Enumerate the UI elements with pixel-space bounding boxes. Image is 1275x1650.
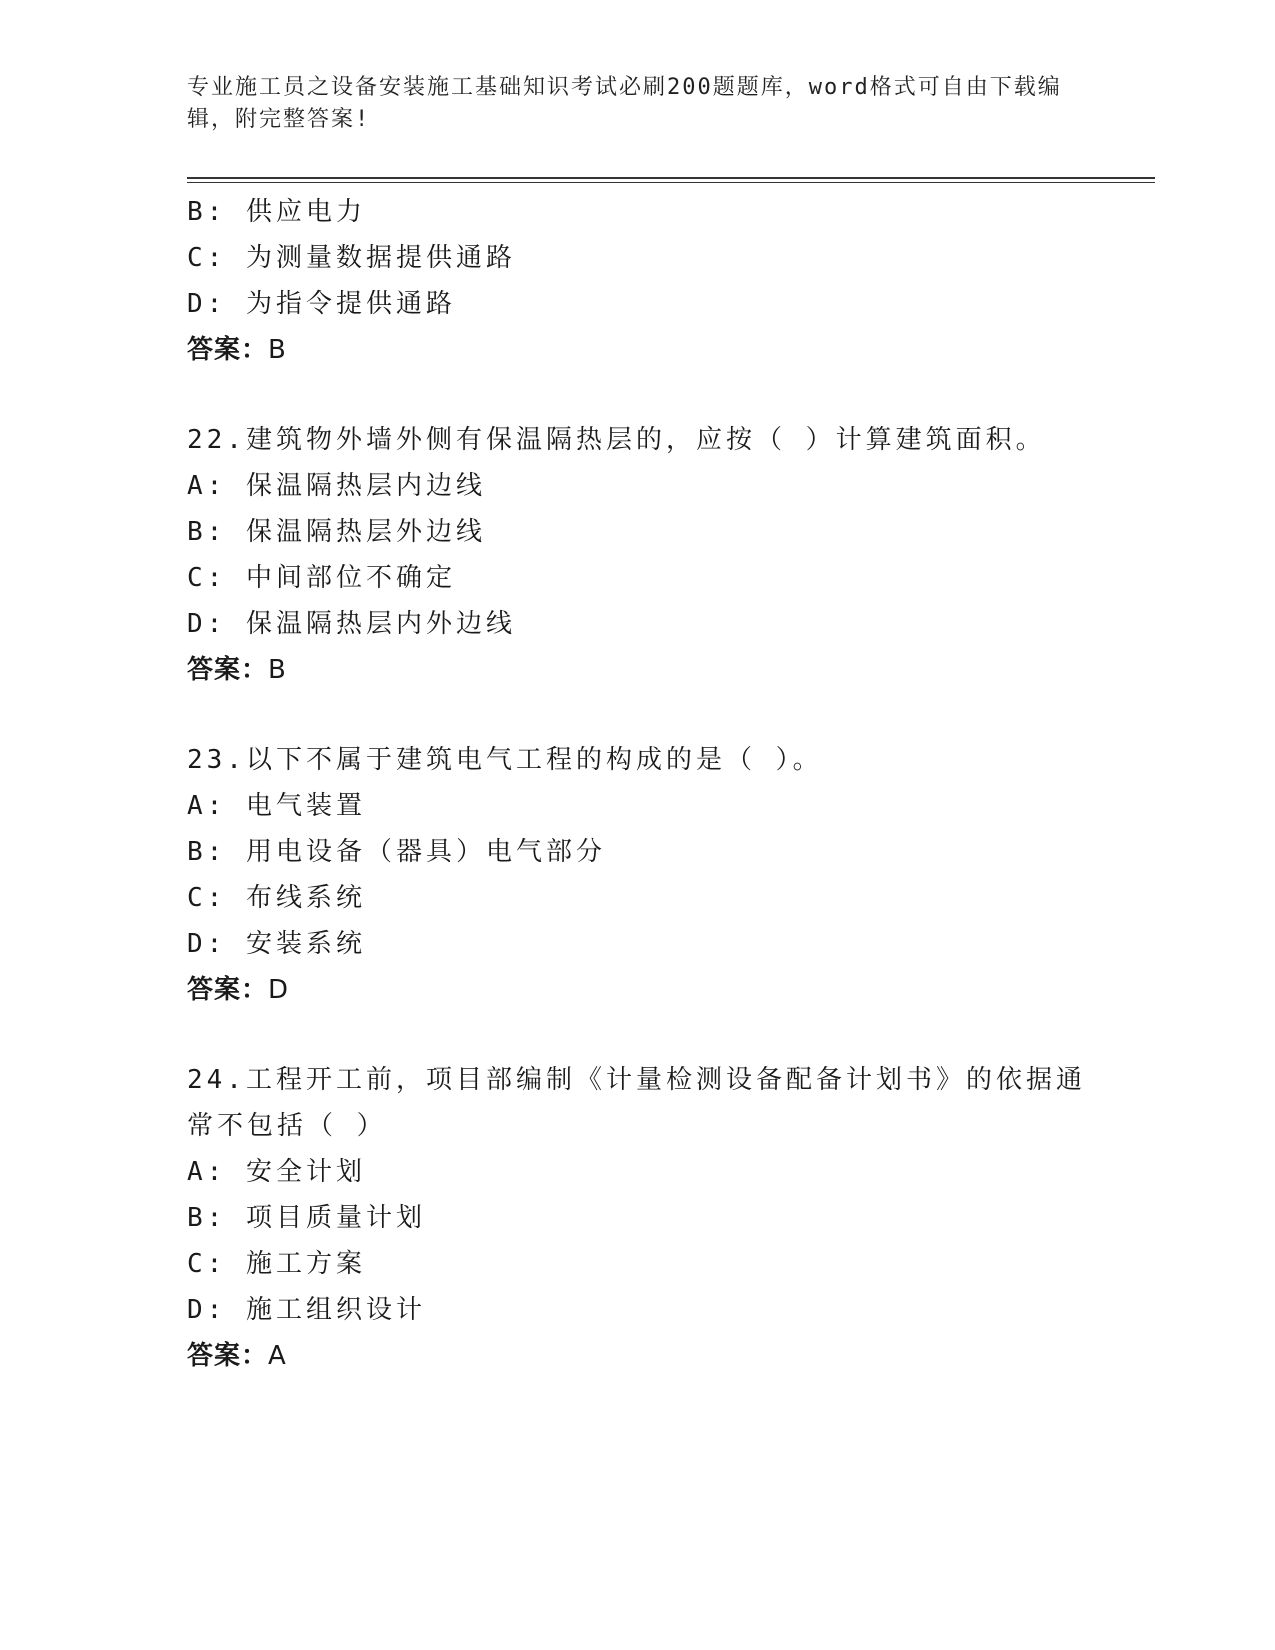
answer-value: B (268, 335, 287, 365)
question-24 (187, 1057, 1087, 1379)
document-header: 专业施工员之设备安装施工基础知识考试必刷200题题库，word格式可自由下载编辑，附完整答案! (187, 75, 1062, 132)
option-c: C: 为测量数据提供通路 (187, 243, 516, 273)
option-c: C: 中间部位不确定 (187, 563, 456, 593)
option-b: B: 保温隔热层外边线 (187, 517, 486, 547)
answer-line (187, 327, 1087, 373)
question-text: 24.工程开工前，项目部编制《计量检测设备配备计划书》的依据通常不包括（ ） (187, 1065, 1086, 1141)
option-c: C: 施工方案 (187, 1249, 366, 1279)
question-text: 22.建筑物外墙外侧有保温隔热层的，应按（ ）计算建筑面积。 (187, 425, 1046, 455)
option-d: D: 保温隔热层内外边线 (187, 609, 516, 639)
question-23 (187, 737, 1087, 1013)
answer-line (187, 647, 1087, 693)
option-b: B: 供应电力 (187, 197, 366, 227)
answer-value: B (268, 655, 287, 685)
answer-label: 答案： (187, 335, 269, 365)
answer-value: D (268, 975, 290, 1005)
header-rule-thin (187, 182, 1155, 183)
answer-line (187, 1333, 1087, 1379)
option-b: B: 用电设备（器具）电气部分 (187, 837, 606, 867)
answer-line (187, 967, 1087, 1013)
option-b: B: 项目质量计划 (187, 1203, 426, 1233)
option-d: D: 为指令提供通路 (187, 289, 456, 319)
question-list (187, 189, 1087, 1423)
question-continued (187, 189, 1087, 373)
question-22 (187, 417, 1087, 693)
answer-label: 答案： (187, 655, 269, 685)
answer-label: 答案： (187, 1341, 269, 1371)
option-d: D: 安装系统 (187, 929, 366, 959)
header-rule (187, 177, 1155, 179)
question-text: 23.以下不属于建筑电气工程的构成的是（ ）。 (187, 745, 823, 775)
option-c: C: 布线系统 (187, 883, 366, 913)
option-a: A: 安全计划 (187, 1157, 366, 1187)
option-a: A: 电气装置 (187, 791, 366, 821)
answer-label: 答案： (187, 975, 269, 1005)
option-a: A: 保温隔热层内边线 (187, 471, 486, 501)
option-d: D: 施工组织设计 (187, 1295, 426, 1325)
answer-value: A (268, 1341, 287, 1371)
